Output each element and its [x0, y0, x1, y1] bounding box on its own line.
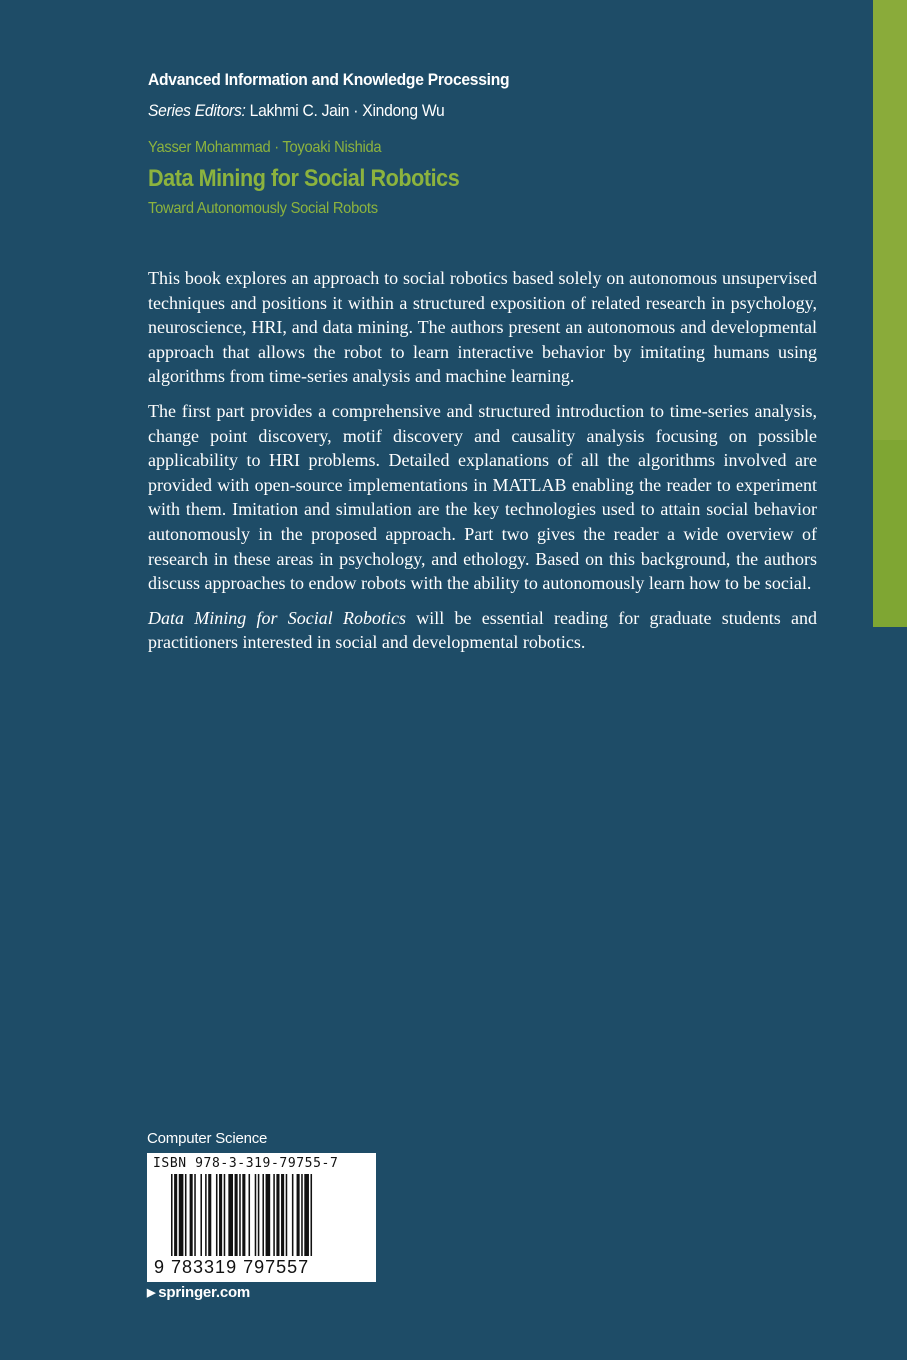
series-editors-label: Series Editors: — [148, 101, 246, 120]
description-paragraph-3-text: will be essential reading for graduate students and practitioners interested in social and developmental robotics. — [148, 607, 818, 653]
publisher-website-text: springer.com — [158, 1284, 251, 1301]
chevron-right-icon: ▶ — [147, 1287, 156, 1299]
series-editors — [148, 101, 444, 121]
isbn-barcode — [147, 1153, 376, 1282]
description-book-title: Data Mining for Social Robotics — [148, 607, 407, 628]
description-paragraph-2: The first part provides a comprehensive and structured introduction to time-series analysis, change point discovery, motif discovery and causality analysis focusing on possible applicability to HRI problems. Detailed explanations of all the algorithms involved are provided with open-source implementations in MATLAB enabling the reader to experiment with them. Imitation and simulation are the key technologies used to attain social behavior autonomously in the proposed approach. Part two gives the reader a wide overview of research in these areas in psychology, and ethology. Based on this background, the authors discuss approaches to endow robots with the ability to autonomously learn how to be social. — [148, 400, 817, 594]
book-description — [148, 266, 817, 665]
publisher-website[interactable] — [147, 1284, 250, 1301]
barcode-digits: 9 783319 797557 — [154, 1257, 310, 1277]
description-paragraph-3 — [148, 606, 817, 655]
spine-stripe-bottom — [873, 440, 907, 627]
series-editors-names: Lakhmi C. Jain · Xindong Wu — [249, 101, 445, 120]
subject-category: Computer Science — [147, 1130, 268, 1147]
book-authors: Yasser Mohammad · Toyoaki Nishida — [148, 139, 382, 156]
series-title: Advanced Information and Knowledge Processing — [148, 70, 510, 89]
isbn-text: ISBN 978-3-319-79755-7 — [153, 1156, 339, 1171]
spine-stripe-top — [873, 0, 907, 440]
book-title: Data Mining for Social Robotics — [148, 165, 460, 192]
book-subtitle: Toward Autonomously Social Robots — [148, 200, 378, 217]
description-paragraph-1: This book explores an approach to social robotics based solely on autonomous unsupervised techniques and positions it within a structured exposition of related research in psychology, neuroscience, HRI, and data mining. The authors present an autonomous and developmental approach that allows the robot to learn interactive behavior by imitating humans using algorithms from time-series analysis and machine learning. — [148, 268, 817, 387]
